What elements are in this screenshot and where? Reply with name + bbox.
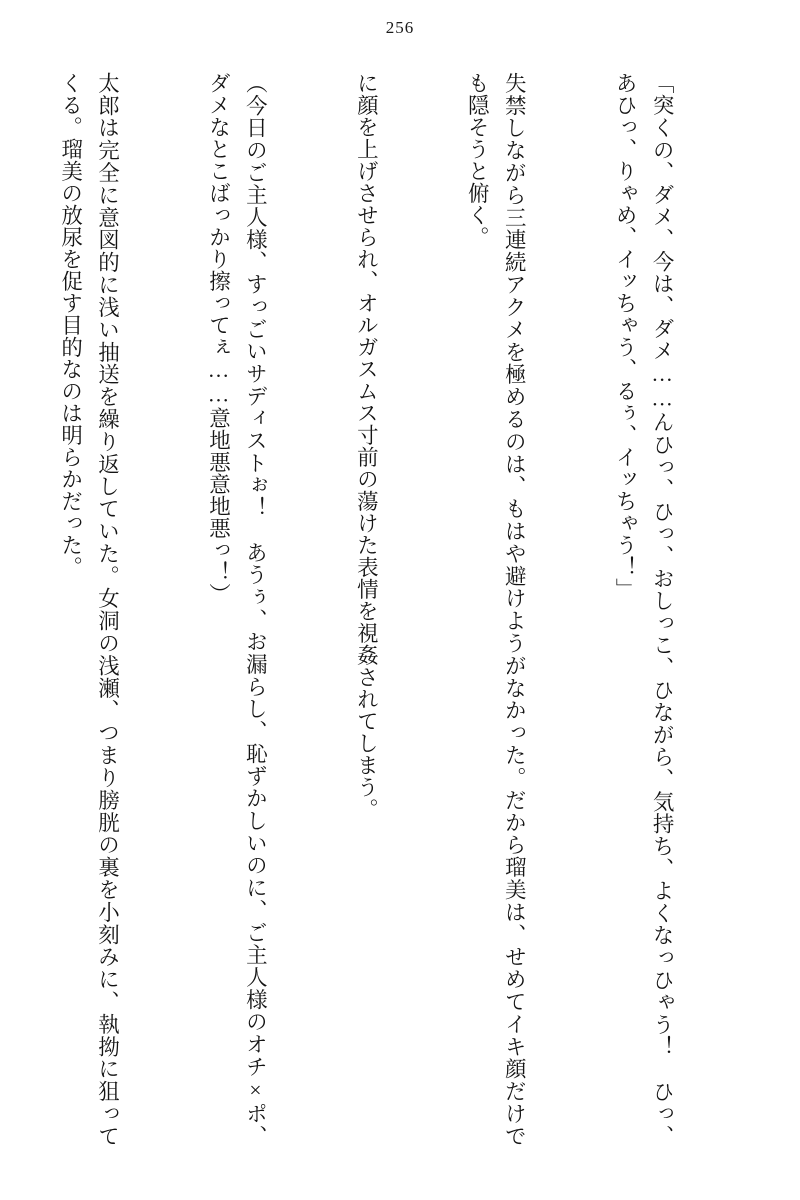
paragraph: に顔を上げさせられ、オルガスムス寸前の蕩けた表情を視姦されてしまう。 [354, 72, 379, 820]
paragraph: 失禁しながら三連続アクメを極めるのは、もはや避けようがなかった。だから瑠美は、せめてイキ顔だけでも隠そうと俯く。 [465, 72, 527, 1147]
page-number: 256 [385, 18, 415, 37]
page-body [46, 72, 754, 1162]
paragraph: （今日のご主人様、すっごいサディストぉ！ あうぅ、お漏らし、恥ずかしいのに、ご主人様のオチ×ポ、ダメなとこばっかり擦ってぇ……意地悪意地悪っ！） [206, 72, 268, 1147]
vertical-text-block [46, 72, 754, 1147]
paragraph: 「突くの、ダメ、今は、ダメ……んひっ、ひっ、おしっこ、ひながら、気持ち、よくなっひゃう！ ひっ、あひっ、りゃめ、イッちゃう、るぅ、イッちゃう！」 [613, 72, 675, 1147]
paragraph: 太郎は完全に意図的に浅い抽送を繰り返していた。女洞の浅瀬、つまり膀胱の裏を小刻みに、執拗に狙ってくる。瑠美の放尿を促す目的なのは明らかだった。 [58, 72, 120, 1147]
